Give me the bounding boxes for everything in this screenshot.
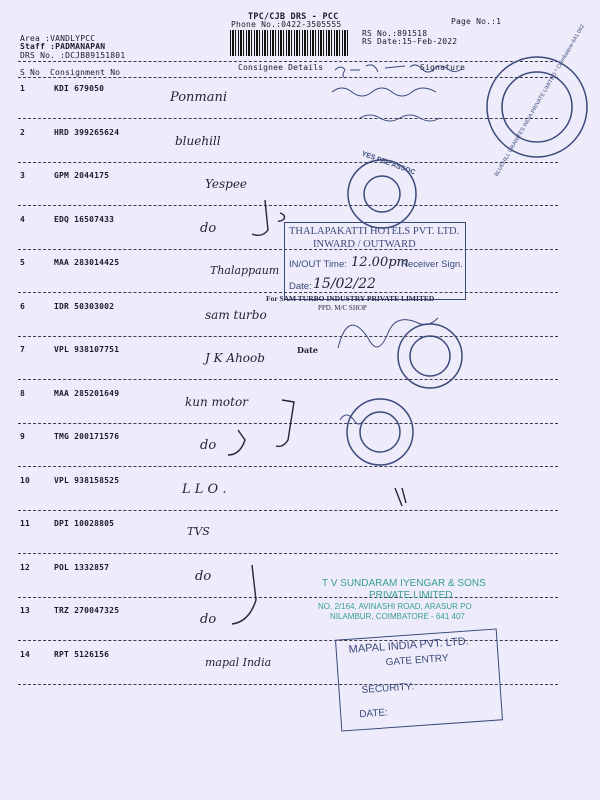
column-header-sno: S No	[20, 68, 41, 77]
drs-number: DRS No. :DCJB89151801	[20, 51, 126, 60]
thalapakatti-inward: INWARD / OUTWARD	[313, 239, 416, 250]
row-divider	[18, 553, 558, 554]
row-divider	[18, 510, 558, 511]
row-number: 5	[20, 258, 26, 267]
consignee-handwriting: L L O .	[182, 481, 227, 497]
bluehill-stamp-text: BLUEHILL GRANITES INDIA PRIVATE LIMITED * Coimbatore-641 062	[493, 23, 587, 178]
consignee-handwriting: sam turbo	[205, 307, 267, 322]
consignment-number: MAA 285201649	[54, 388, 120, 398]
consignment-number: POL 1332857	[54, 562, 110, 572]
consignment-number: RPT 5126156	[54, 649, 110, 659]
row-number: 8	[20, 388, 26, 398]
column-header-signature: Signature	[420, 63, 466, 72]
staff-label: Staff :PADMANAPAN	[20, 42, 106, 51]
consignment-number: IDR 50303002	[54, 301, 115, 311]
thalapakatti-receiver-label: Receiver Sign.	[401, 259, 463, 270]
consignee-handwriting: kun motor	[185, 394, 248, 409]
consignment-number: DPI 10028805	[54, 519, 115, 528]
row-divider	[18, 423, 558, 424]
thalapakatti-company: THALAPAKATTI HOTELS PVT. LTD.	[289, 226, 460, 237]
consignee-handwriting: bluehill	[175, 133, 221, 148]
row-divider	[18, 597, 558, 598]
consignee-handwriting: mapal India	[205, 655, 272, 669]
yespee-stamp-text: YES PEE ASSOC	[360, 150, 417, 177]
consignment-number: EDQ 16507433	[54, 214, 115, 224]
consignment-number: VPL 938158525	[54, 475, 120, 485]
consignee-handwriting: Ponmani	[170, 90, 228, 105]
row-number: 7	[20, 345, 26, 354]
mapal-gate-entry: GATE ENTRY	[385, 652, 449, 669]
consignment-number: GPM 2044175	[54, 171, 110, 180]
date-label-handwritten: Date	[297, 345, 318, 355]
sam-turbo-stamp-line2: PPD. M/C SHOP	[318, 304, 367, 312]
thalapakatti-in-out-label: IN/OUT Time:	[289, 259, 347, 270]
bluehill-stamp	[488, 23, 588, 178]
row-divider	[18, 379, 558, 380]
rs-date: RS Date:15-Feb-2022	[362, 37, 458, 46]
sundaram-stamp-line3: NO. 2/164, AVINASHI ROAD, ARASUR PO	[318, 602, 472, 611]
row-divider	[18, 205, 558, 206]
consignment-number: KDI 679050	[54, 84, 105, 93]
row-number: 11	[20, 519, 31, 528]
sundaram-stamp-line1: T V SUNDARAM IYENGAR & SONS	[322, 578, 486, 589]
consignment-number: VPL 938107751	[54, 345, 120, 354]
thalapakatti-time-value: 12.00pm	[351, 255, 409, 270]
sundaram-stamp-line2: PRIVATE LIMITED	[369, 590, 453, 601]
page-number: Page No.:1	[451, 17, 502, 26]
mapal-date-label: DATE:	[358, 707, 389, 721]
consignment-number: MAA 283014425	[54, 258, 120, 267]
thalapakatti-date-value: 15/02/22	[313, 276, 376, 292]
row-number: 2	[20, 127, 26, 137]
column-header-consignment: Consignment No	[50, 68, 121, 77]
area-label: Area :VANDLYPCC	[20, 34, 96, 43]
row-divider	[18, 162, 558, 163]
row-number: 13	[20, 606, 31, 615]
consignment-number: TRZ 270047325	[54, 606, 120, 615]
sheet-title: TPC/CJB DRS - PCC	[248, 12, 339, 22]
phone-number: Phone No.:0422-3505555	[231, 20, 342, 29]
consignee-handwriting: do	[200, 438, 217, 453]
row-number: 6	[20, 301, 26, 311]
row-number: 14	[20, 649, 31, 659]
consignee-handwriting: do	[195, 568, 212, 584]
header-divider	[18, 61, 558, 62]
consignee-handwriting: do	[200, 612, 217, 627]
column-header-consignee: Consignee Details	[238, 63, 324, 72]
rs-number: RS No.:891518	[362, 29, 428, 38]
sundaram-stamp-line4: NILAMBUR, COIMBATORE - 641 407	[330, 612, 465, 621]
barcode	[230, 30, 348, 56]
mapal-stamp	[335, 628, 503, 731]
row-number: 1	[20, 84, 26, 93]
consignee-handwriting: TVS	[187, 525, 210, 538]
consignment-number: TMG 200171576	[54, 432, 120, 441]
thalapakatti-date-label: Date:	[289, 281, 312, 292]
thalapakatti-stamp	[284, 222, 466, 300]
column-divider	[18, 77, 558, 78]
consignee-handwriting: J K Ahoob	[205, 351, 265, 365]
row-number: 3	[20, 171, 26, 180]
mapal-security-label: SECURITY:	[361, 681, 415, 697]
row-number: 4	[20, 214, 26, 224]
mapal-company: MAPAL INDIA PVT. LTD.	[348, 635, 470, 656]
row-number: 10	[20, 475, 31, 485]
row-divider	[18, 466, 558, 467]
row-divider	[18, 118, 558, 119]
row-number: 12	[20, 562, 31, 572]
consignee-handwriting: Yespee	[205, 177, 248, 191]
row-number: 9	[20, 432, 26, 441]
consignee-handwriting: Thalappaum	[210, 264, 280, 277]
consignee-handwriting: do	[200, 220, 217, 236]
sam-turbo-stamp-line1: For SAM TURBO INDUSTRY PRIVATE LIMITED	[266, 294, 435, 303]
consignment-number: HRD 399265624	[54, 127, 120, 137]
row-divider	[18, 336, 558, 337]
